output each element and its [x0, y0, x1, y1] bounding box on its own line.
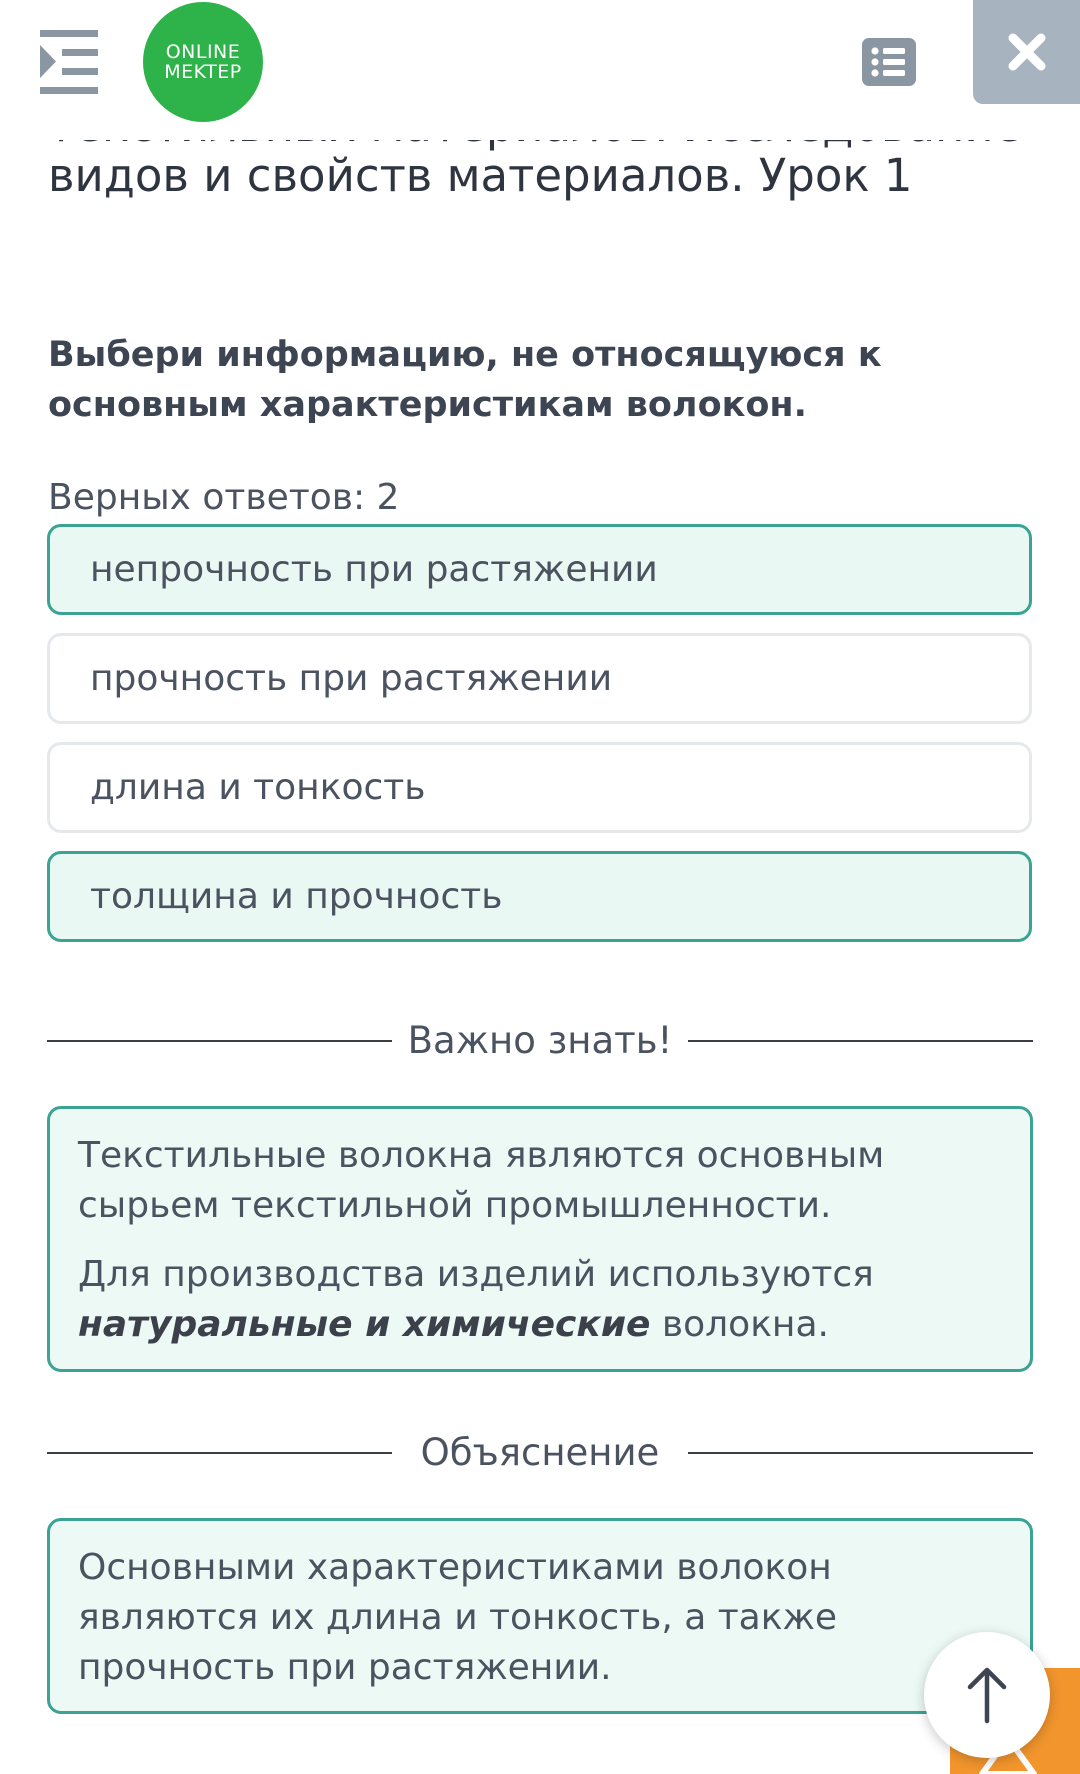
close-icon [1007, 32, 1047, 72]
answer-option[interactable] [47, 524, 1032, 615]
online-mektep-logo[interactable] [143, 2, 263, 122]
divider-line [688, 1040, 1033, 1042]
important-heading: Важно знать! [407, 1019, 673, 1062]
lesson-title-line-2: видов и свойств материалов. Урок 1 [48, 149, 913, 202]
answer-option-label: толщина и прочность [90, 876, 503, 917]
divider-line [47, 1040, 392, 1042]
important-info-box [47, 1106, 1033, 1372]
answer-option-label: прочность при растяжении [90, 658, 613, 699]
divider-line [47, 1452, 392, 1454]
question-text: Выбери информацию, не относящуюся к основным характеристикам волокон. [48, 335, 882, 425]
important-paragraph-1: Текстильные волокна являются основным сырьем текстильной промышленности. [78, 1135, 885, 1226]
divider-line [688, 1452, 1033, 1454]
answer-option-label: длина и тонкость [90, 767, 426, 808]
list-icon[interactable] [862, 38, 916, 86]
important-paragraph-2-end: волокна. [650, 1304, 829, 1345]
answer-option[interactable] [47, 851, 1032, 942]
answer-option[interactable] [47, 633, 1032, 724]
arrow-up-icon [962, 1665, 1012, 1725]
answer-option-label: непрочность при растяжении [90, 549, 658, 590]
logo-line-2: MEKTEP [164, 61, 242, 83]
important-emphasis: натуральные и химические [78, 1304, 651, 1345]
answer-option[interactable] [47, 742, 1032, 833]
scroll-to-top-button[interactable] [924, 1632, 1050, 1758]
explanation-text: Основными характеристиками волокон являются их длина и тонкость, а также прочность при растяжении. [78, 1547, 838, 1688]
menu-indent-icon[interactable] [40, 30, 106, 94]
correct-answers-count: Верных ответов: 2 [48, 477, 400, 518]
important-paragraph-2 [78, 1250, 1002, 1350]
explanation-box [47, 1518, 1033, 1714]
logo-line-1: ONLINE [165, 41, 241, 63]
explanation-divider [47, 1428, 1033, 1478]
explanation-heading: Объяснение [420, 1431, 660, 1474]
close-button[interactable] [973, 0, 1080, 104]
important-paragraph-2-start: Для производства изделий используются [78, 1254, 874, 1295]
important-divider [47, 1016, 1033, 1066]
top-bar [0, 0, 1080, 140]
